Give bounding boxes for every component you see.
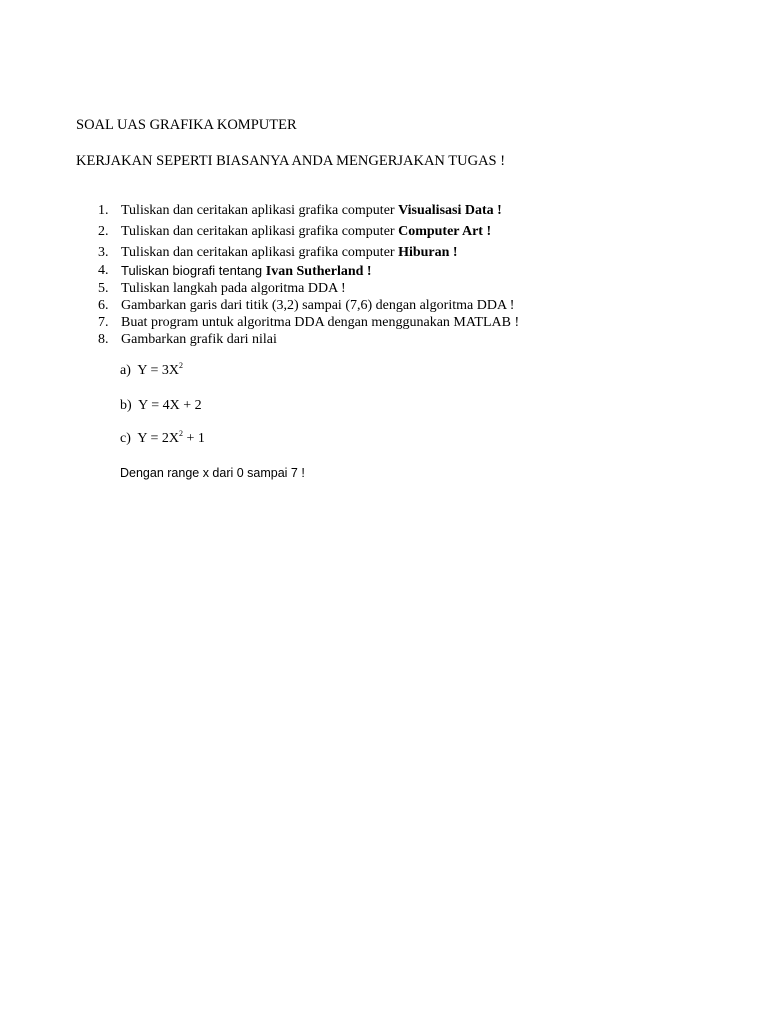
question-body: Tuliskan biografi tentang [121,263,266,278]
instruction-text: KERJAKAN SEPERTI BIASANYA ANDA MENGERJAKAN TUGAS ! [76,153,506,169]
subitem-expression: Y = 3X [137,363,179,378]
question-body: Tuliskan dan ceritakan aplikasi grafika computer [121,203,399,218]
subitem-a [120,362,183,380]
question-emphasis: Computer Art ! [398,224,492,239]
question-number: 6. [98,298,109,313]
question-text [121,202,502,220]
question-number: 8. [98,332,109,347]
question-number: 3. [98,245,109,260]
question-number: 7. [98,315,109,330]
range-note: Dengan range x dari 0 sampai 7 ! [120,466,305,480]
question-text: Tuliskan langkah pada algoritma DDA ! [121,281,346,296]
subitem-expression: Y = 2X [137,431,179,446]
question-text [121,262,372,281]
question-number: 4. [98,263,109,278]
question-body: Tuliskan dan ceritakan aplikasi grafika computer [121,224,399,239]
question-text: Buat program untuk algoritma DDA dengan menggunakan MATLAB ! [121,315,520,330]
question-text: Gambarkan garis dari titik (3,2) sampai (7,6) dengan algoritma DDA ! [121,298,515,313]
subitem-exponent: 2 [178,361,183,370]
subitem-c [120,430,205,448]
question-emphasis: Ivan Sutherland ! [265,264,372,279]
question-text [121,223,491,241]
subitem-b [120,397,202,415]
subitem-label: a) [120,363,131,378]
subitem-expression-tail: + 1 [182,431,205,446]
subitem-label: b) [120,398,132,413]
question-text: Gambarkan grafik dari nilai [121,332,277,347]
question-number: 2. [98,224,109,239]
question-body: Tuliskan dan ceritakan aplikasi grafika computer [121,245,399,260]
question-number: 1. [98,203,109,218]
subitem-label: c) [120,431,131,446]
question-emphasis: Hiburan ! [398,245,458,260]
document-title: SOAL UAS GRAFIKA KOMPUTER [76,117,297,133]
question-text [121,244,458,262]
question-emphasis: Visualisasi Data ! [398,203,502,218]
subitem-expression: Y = 4X + 2 [138,398,202,413]
subitem-exponent: 2 [178,429,183,438]
question-number: 5. [98,281,109,296]
